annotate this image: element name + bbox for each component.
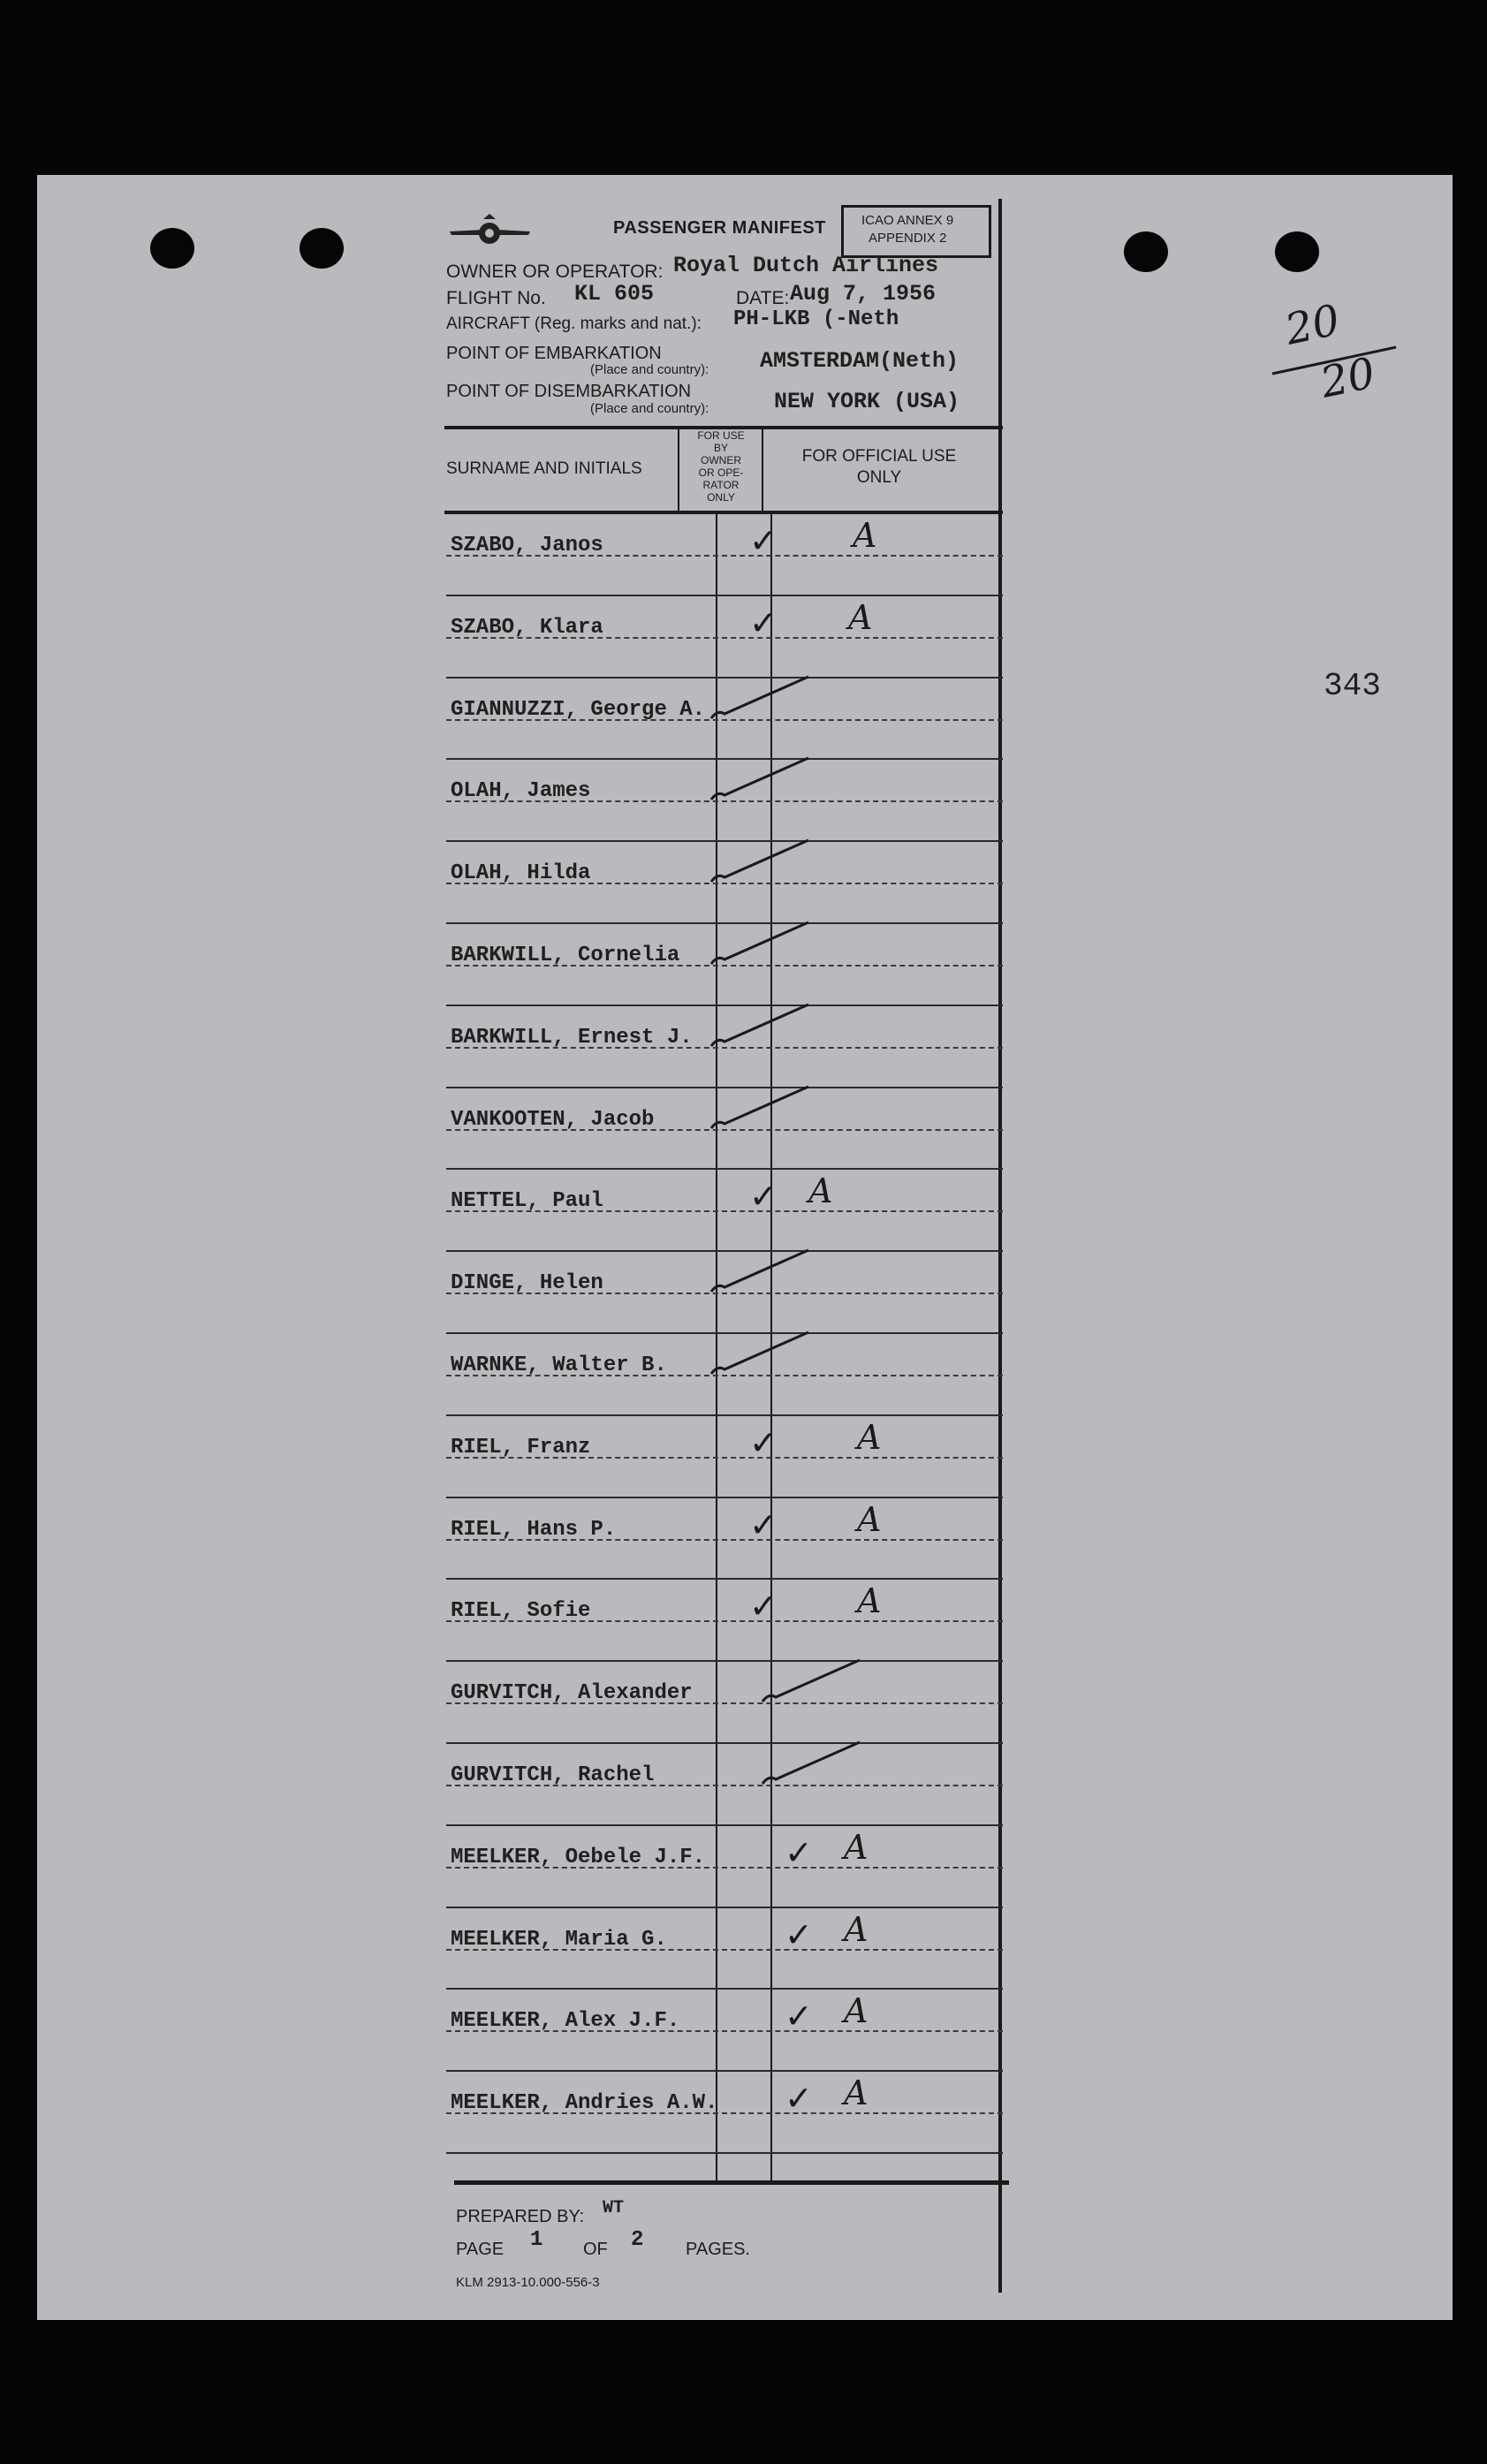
check-mark: ✓ (785, 1832, 813, 1872)
owner-column-left-border (678, 428, 679, 512)
passenger-name: RIEL, Franz (451, 1435, 591, 1459)
owner-use-line: OR OPE- (698, 466, 744, 479)
punch-hole (1124, 231, 1168, 272)
check-mark: ✓ (749, 521, 778, 560)
hand-check-stroke-icon (707, 1325, 813, 1378)
status-flag: A (844, 1991, 869, 2031)
aircraft-label: AIRCRAFT (Reg. marks and nat.): (446, 315, 702, 333)
row-divider (446, 2152, 1003, 2154)
status-flag: A (844, 1909, 869, 1949)
of-label: OF (583, 2240, 608, 2259)
row-divider (446, 1660, 1003, 1662)
row-divider (446, 2070, 1003, 2072)
owner-use-line: RATOR (702, 479, 740, 491)
manifest-title: PASSENGER MANIFEST (613, 218, 826, 238)
hand-check-stroke-icon (758, 1735, 864, 1788)
stamp-number: 343 (1324, 668, 1381, 704)
passenger-name: MEELKER, Maria G. (451, 1927, 667, 1952)
owner-use-line: ONLY (707, 491, 735, 504)
owner-value: Royal Dutch Airlines (673, 253, 939, 278)
pages-label: PAGES. (686, 2240, 750, 2259)
embarkation-label: POINT OF EMBARKATION (446, 344, 662, 363)
klm-logo-icon (448, 212, 532, 256)
passenger-name: GURVITCH, Rachel (451, 1763, 655, 1787)
owner-column-right-border (762, 428, 763, 512)
passenger-name: GIANNUZZI, George A. (451, 697, 706, 722)
row-divider (446, 1414, 1003, 1416)
passenger-name: MEELKER, Andries A.W. (451, 2091, 718, 2116)
check-mark: ✓ (749, 1177, 778, 1217)
prepared-by-value: WT (603, 2198, 625, 2218)
status-flag: A (857, 1499, 882, 1539)
passenger-name: BARKWILL, Cornelia (451, 944, 680, 967)
row-divider (446, 1907, 1003, 1908)
passenger-name: BARKWILL, Ernest J. (451, 1025, 693, 1050)
passenger-name: OLAH, James (451, 779, 591, 804)
disembarkation-value: NEW YORK (USA) (774, 389, 960, 414)
punch-hole (150, 228, 194, 269)
passenger-name: MEELKER, Oebele J.F. (451, 1845, 706, 1869)
punch-hole (300, 228, 344, 269)
row-divider (446, 1988, 1003, 1990)
hand-check-stroke-icon (707, 670, 813, 723)
passenger-name: SZABO, Klara (451, 615, 603, 640)
passenger-name: MEELKER, Alex J.F. (451, 2009, 680, 2034)
hand-check-stroke-icon (758, 1653, 864, 1706)
check-mark: ✓ (785, 1914, 813, 1954)
passenger-name: GURVITCH, Alexander (451, 1681, 693, 1706)
official-use-line: ONLY (856, 468, 902, 487)
hand-check-stroke-icon (707, 1080, 813, 1133)
column-header-rule (444, 511, 1003, 514)
check-mark: ✓ (749, 603, 778, 642)
disembarkation-sub: (Place and country): (590, 401, 709, 416)
row-divider (446, 595, 1003, 596)
status-flag: A (844, 2074, 869, 2113)
check-mark: ✓ (749, 1587, 778, 1626)
annex-line-2: APPENDIX 2 (869, 231, 947, 246)
form-code: KLM 2913-10.000-556-3 (456, 2275, 600, 2290)
hand-check-stroke-icon (707, 915, 813, 968)
row-divider (446, 1742, 1003, 1744)
passenger-name: VANKOOTEN, Jacob (451, 1107, 655, 1132)
check-mark: ✓ (785, 1997, 813, 2036)
aircraft-value: PH-LKB (-Neth (733, 307, 899, 331)
row-divider (446, 1497, 1003, 1498)
flight-value: KL 605 (574, 281, 655, 307)
disembarkation-label: POINT OF DISEMBARKATION (446, 382, 692, 401)
passenger-name: WARNKE, Walter B. (451, 1353, 667, 1377)
owner-use-line: OWNER (701, 454, 741, 466)
fraction-top: 20 (1280, 295, 1345, 355)
hand-check-stroke-icon (707, 751, 813, 804)
passenger-name: SZABO, Janos (451, 534, 603, 557)
status-flag: A (848, 597, 873, 637)
status-flag: A (808, 1171, 833, 1211)
date-label: DATE: (736, 288, 790, 308)
prepared-by-label: PREPARED BY: (456, 2207, 585, 2226)
hand-check-stroke-icon (707, 997, 813, 1050)
official-use-column-header (778, 446, 981, 489)
status-flag: A (844, 1827, 869, 1867)
hand-check-stroke-icon (707, 1243, 813, 1296)
passenger-name: DINGE, Helen (451, 1271, 603, 1296)
status-flag: A (857, 1417, 882, 1457)
annex-line-1: ICAO ANNEX 9 (861, 213, 954, 228)
status-flag: A (857, 1581, 882, 1621)
official-use-line: FOR OFFICIAL USE (801, 447, 957, 466)
passenger-name: NETTEL, Paul (451, 1189, 603, 1214)
passenger-name: OLAH, Hilda (451, 861, 591, 886)
total-pages: 2 (631, 2228, 644, 2252)
row-divider (446, 1578, 1003, 1580)
status-flag: A (853, 516, 877, 555)
passenger-name: RIEL, Sofie (451, 1599, 591, 1624)
owner-use-line: FOR USE (697, 429, 745, 442)
check-mark: ✓ (785, 2079, 813, 2119)
punch-hole (1275, 231, 1319, 272)
surname-column-header: SURNAME AND INITIALS (446, 459, 642, 478)
page-label: PAGE (456, 2240, 505, 2259)
annex-box (841, 205, 991, 258)
owner-use-column-header (680, 429, 762, 504)
hand-check-stroke-icon (707, 833, 813, 886)
owner-use-line: BY (713, 442, 728, 454)
page-number: 1 (530, 2228, 543, 2252)
row-divider (446, 1168, 1003, 1170)
passenger-name: RIEL, Hans P. (451, 1517, 617, 1542)
embarkation-sub: (Place and country): (590, 362, 709, 377)
owner-label: OWNER OR OPERATOR: (446, 262, 664, 282)
embarkation-value: AMSTERDAM(Neth) (760, 348, 960, 374)
row-divider (446, 1824, 1003, 1826)
table-bottom-rule (454, 2180, 1009, 2185)
fraction-bottom: 20 (1316, 348, 1380, 408)
right-border (998, 199, 1002, 2293)
check-mark: ✓ (749, 1505, 778, 1544)
flight-label: FLIGHT No. (446, 288, 546, 308)
check-mark: ✓ (749, 1422, 778, 1462)
date-value: Aug 7, 1956 (790, 281, 937, 307)
